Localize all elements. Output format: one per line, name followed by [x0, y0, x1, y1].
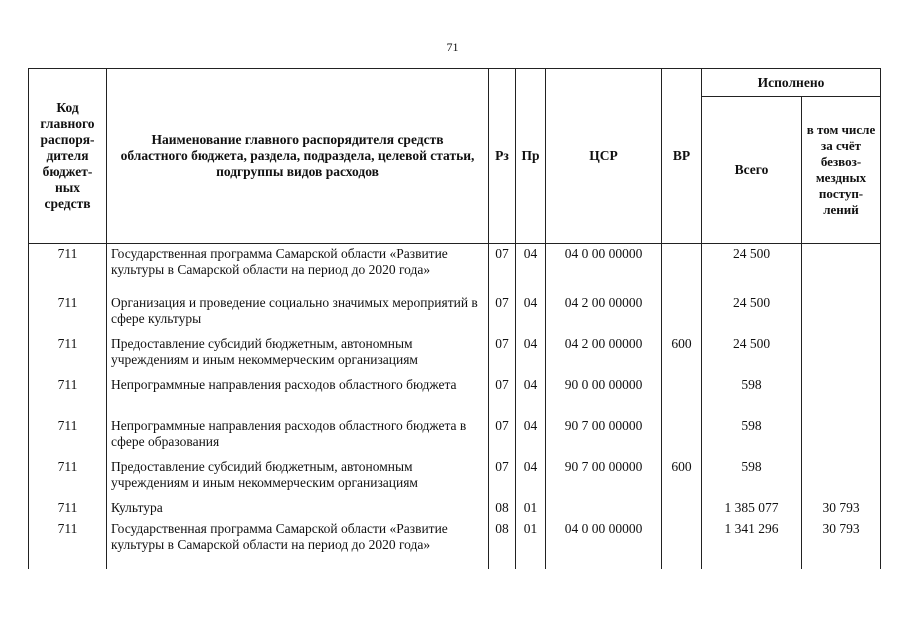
cell-vr [662, 244, 702, 295]
cell-csr: 90 7 00 00000 [546, 458, 662, 499]
cell-csr: 04 2 00 00000 [546, 294, 662, 335]
cell-csr: 04 0 00 00000 [546, 244, 662, 295]
cell-rz: 08 [489, 499, 516, 520]
table-row [29, 520, 881, 569]
cell-grants [802, 294, 881, 335]
cell-grants: 30 793 [802, 499, 881, 520]
header-code: Код главного распоря-дителя бюджет-ных средств [29, 69, 107, 244]
cell-pr: 04 [516, 376, 546, 417]
cell-rz: 07 [489, 335, 516, 376]
cell-total: 598 [702, 417, 802, 458]
table-row [29, 417, 881, 458]
cell-name: Непрограммные направления расходов областного бюджета [107, 376, 489, 417]
cell-vr [662, 499, 702, 520]
cell-vr [662, 294, 702, 335]
cell-csr: 90 0 00 00000 [546, 376, 662, 417]
cell-name: Предоставление субсидий бюджетным, автономным учреждениям и иным некоммерческим организациям [107, 335, 489, 376]
cell-name: Государственная программа Самарской области «Развитие культуры в Самарской области на период до 2020 года» [107, 244, 489, 295]
cell-code: 711 [29, 244, 107, 295]
cell-csr: 04 0 00 00000 [546, 520, 662, 569]
budget-table [28, 68, 881, 569]
cell-name: Предоставление субсидий бюджетным, автономным учреждениям и иным некоммерческим организациям [107, 458, 489, 499]
cell-code: 711 [29, 376, 107, 417]
header-incl-grants: в том числе за счёт безвоз-мездных поступ-лений [802, 97, 881, 244]
header-pr: Пр [516, 69, 546, 244]
cell-name: Организация и проведение социально значимых мероприятий в сфере культуры [107, 294, 489, 335]
cell-rz: 07 [489, 294, 516, 335]
table-row [29, 376, 881, 417]
cell-grants [802, 335, 881, 376]
cell-grants [802, 458, 881, 499]
cell-rz: 07 [489, 458, 516, 499]
cell-vr: 600 [662, 458, 702, 499]
cell-csr [546, 499, 662, 520]
cell-pr: 04 [516, 294, 546, 335]
table-row [29, 499, 881, 520]
cell-vr [662, 417, 702, 458]
page-number: 71 [446, 40, 459, 54]
cell-grants [802, 417, 881, 458]
cell-vr [662, 376, 702, 417]
cell-csr: 90 7 00 00000 [546, 417, 662, 458]
header-name: Наименование главного распорядителя средств областного бюджета, раздела, подраздела, целевой статьи, подгруппы видов расходов [107, 69, 489, 244]
cell-total: 24 500 [702, 294, 802, 335]
cell-code: 711 [29, 458, 107, 499]
cell-pr: 01 [516, 499, 546, 520]
cell-total: 598 [702, 458, 802, 499]
cell-total: 24 500 [702, 244, 802, 295]
cell-total: 1 385 077 [702, 499, 802, 520]
table-row [29, 294, 881, 335]
cell-name: Непрограммные направления расходов областного бюджета в сфере образования [107, 417, 489, 458]
cell-grants [802, 244, 881, 295]
cell-total: 1 341 296 [702, 520, 802, 569]
cell-code: 711 [29, 417, 107, 458]
cell-name: Государственная программа Самарской области «Развитие культуры в Самарской области на период до 2020 года» [107, 520, 489, 569]
cell-rz: 08 [489, 520, 516, 569]
cell-rz: 07 [489, 417, 516, 458]
cell-pr: 04 [516, 417, 546, 458]
cell-pr: 04 [516, 244, 546, 295]
cell-rz: 07 [489, 244, 516, 295]
cell-pr: 01 [516, 520, 546, 569]
header-total: Всего [702, 97, 802, 244]
cell-csr: 04 2 00 00000 [546, 335, 662, 376]
cell-name: Культура [107, 499, 489, 520]
table-row [29, 335, 881, 376]
cell-pr: 04 [516, 335, 546, 376]
cell-grants: 30 793 [802, 520, 881, 569]
cell-code: 711 [29, 499, 107, 520]
cell-vr [662, 520, 702, 569]
header-rz: Рз [489, 69, 516, 244]
cell-rz: 07 [489, 376, 516, 417]
cell-total: 598 [702, 376, 802, 417]
cell-grants [802, 376, 881, 417]
cell-pr: 04 [516, 458, 546, 499]
table-row [29, 244, 881, 295]
cell-code: 711 [29, 294, 107, 335]
header-csr: ЦСР [546, 69, 662, 244]
cell-code: 711 [29, 335, 107, 376]
cell-total: 24 500 [702, 335, 802, 376]
table-row [29, 458, 881, 499]
header-vr: ВР [662, 69, 702, 244]
header-executed: Исполнено [702, 69, 881, 97]
cell-vr: 600 [662, 335, 702, 376]
cell-code: 711 [29, 520, 107, 569]
